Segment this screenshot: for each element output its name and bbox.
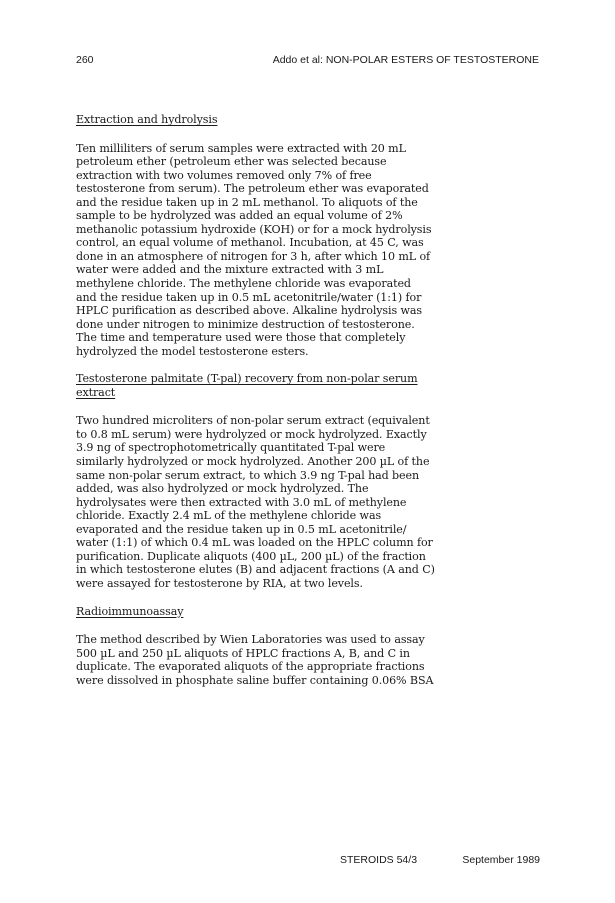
text-line: The method described by Wien Laboratories was used to assay xyxy=(76,633,425,647)
running-title: Addo et al: NON-POLAR ESTERS OF TESTOSTERONE xyxy=(272,54,539,66)
text-line: The time and temperature used were those that completely xyxy=(76,331,406,345)
page-footer xyxy=(340,853,540,867)
text-line: extraction with two volumes removed only 7% of free xyxy=(76,168,372,182)
text-line: evaporated and the residue taken up in 0.5 mL acetonitrile/ xyxy=(76,522,407,536)
paragraph-tpal-recovery xyxy=(76,414,546,590)
text-line: water were added and the mixture extracted with 3 mL xyxy=(76,263,384,277)
text-line: done in an atmosphere of nitrogen for 3 h, after which 10 mL of xyxy=(76,249,431,263)
text-line: Two hundred microliters of non-polar serum extract (equivalent xyxy=(76,414,430,428)
text-line: sample to be hydrolyzed was added an equal volume of 2% xyxy=(76,209,403,223)
paragraph-extraction xyxy=(76,142,546,359)
text-line: to 0.8 mL serum) were hydrolyzed or mock hydrolyzed. Exactly xyxy=(76,427,427,441)
section-heading-tpal-recovery xyxy=(76,372,546,399)
section-heading-extraction xyxy=(76,113,546,127)
text-line: chloride. Exactly 2.4 mL of the methylene chloride was xyxy=(76,509,382,523)
section-heading-radioimmunoassay xyxy=(76,605,546,619)
running-head xyxy=(76,53,539,67)
heading-line: extract xyxy=(76,385,116,399)
text-line: testosterone from serum). The petroleum ether was evaporated xyxy=(76,182,429,196)
heading-line: Extraction and hydrolysis xyxy=(76,113,218,126)
heading-line: Radioimmunoassay xyxy=(76,604,184,618)
text-line: and the residue taken up in 2 mL methanol. To aliquots of the xyxy=(76,195,418,209)
text-line: 500 µL and 250 µL aliquots of HPLC fractions A, B, and C in xyxy=(76,646,410,660)
text-line: same non-polar serum extract, to which 3.9 ng T-pal had been xyxy=(76,468,420,482)
text-line: petroleum ether (petroleum ether was selected because xyxy=(76,155,387,169)
text-line: similarly hydrolyzed or mock hydrolyzed. Another 200 µL of the xyxy=(76,455,430,469)
text-line: done under nitrogen to minimize destruction of testosterone. xyxy=(76,317,415,331)
text-line: methylene chloride. The methylene chloride was evaporated xyxy=(76,277,411,291)
text-line: 3.9 ng of spectrophotometrically quantitated T-pal were xyxy=(76,441,386,455)
text-line: duplicate. The evaporated aliquots of the appropriate fractions xyxy=(76,660,425,674)
journal-citation: STEROIDS 54/3 xyxy=(340,854,418,866)
article-body xyxy=(76,113,546,687)
text-line: were assayed for testosterone by RIA, at two levels. xyxy=(76,576,363,590)
publication-date: September 1989 xyxy=(462,854,540,866)
text-line: added, was also hydrolyzed or mock hydrolyzed. The xyxy=(76,482,369,496)
heading-line: Testosterone palmitate (T-pal) recovery from non-polar serum xyxy=(76,372,418,386)
text-line: control, an equal volume of methanol. Incubation, at 45 C, was xyxy=(76,236,424,250)
text-line: in which testosterone elutes (B) and adjacent fractions (A and C) xyxy=(76,563,435,577)
text-line: HPLC purification as described above. Alkaline hydrolysis was xyxy=(76,304,422,318)
text-line: hydrolysates were then extracted with 3.0 mL of methylene xyxy=(76,495,407,509)
text-line: hydrolyzed the model testosterone esters. xyxy=(76,344,309,358)
text-line: and the residue taken up in 0.5 mL acetonitrile/water (1:1) for xyxy=(76,290,422,304)
text-line: methanolic potassium hydroxide (KOH) or for a mock hydrolysis xyxy=(76,222,432,236)
paragraph-radioimmunoassay xyxy=(76,633,546,687)
text-line: water (1:1) of which 0.4 mL was loaded on the HPLC column for xyxy=(76,536,433,550)
text-line: purification. Duplicate aliquots (400 µL, 200 µL) of the fraction xyxy=(76,549,426,563)
text-line: were dissolved in phosphate saline buffer containing 0.06% BSA xyxy=(76,673,434,687)
page-number: 260 xyxy=(76,54,94,66)
text-line: Ten milliliters of serum samples were extracted with 20 mL xyxy=(76,141,406,155)
